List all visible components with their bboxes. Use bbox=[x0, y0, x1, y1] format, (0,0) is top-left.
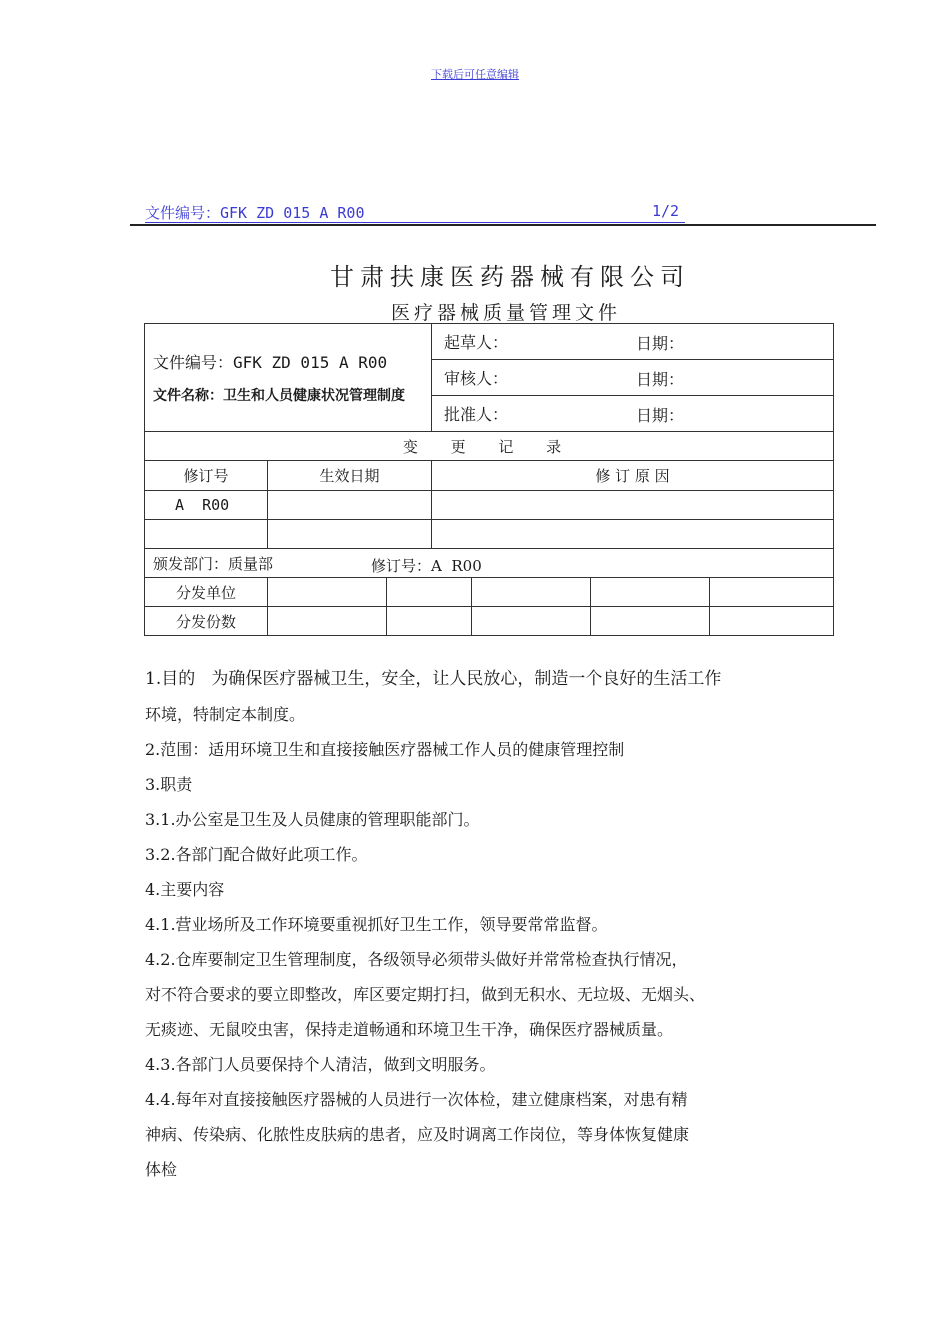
distribution-unit-cell-4 bbox=[591, 578, 710, 607]
revision-row-1-date bbox=[268, 491, 432, 520]
reviewer-label: 审核人： bbox=[444, 369, 509, 388]
issue-revision: 修订号：A R00 bbox=[371, 557, 482, 575]
body-line: 4.1.营业场所及工作环境要重视抓好卫生工作，领导要常常监督。 bbox=[145, 915, 608, 934]
header-page-number: 1/2 bbox=[652, 202, 680, 220]
distribution-unit-label: 分发单位 bbox=[145, 578, 268, 607]
body-line: 环境，特制定本制度。 bbox=[145, 705, 306, 724]
body-line: 4.主要内容 bbox=[145, 880, 225, 899]
change-record-title: 变 更 记 录 bbox=[145, 432, 834, 461]
distribution-unit-cell-5 bbox=[710, 578, 834, 607]
revision-row-2-number bbox=[145, 520, 268, 549]
body-line: 2.范围：适用环境卫生和直接接触医疗器械工作人员的健康管理控制 bbox=[145, 740, 625, 759]
header-rule bbox=[130, 224, 876, 226]
distribution-copies-cell-4 bbox=[591, 607, 710, 636]
body-line: 对不符合要求的要立即整改，库区要定期打扫，做到无积水、无垃圾、无烟头、 bbox=[145, 985, 706, 1004]
file-number: 文件编号：GFK ZD 015 A R00 bbox=[153, 353, 388, 372]
body-line: 体检 bbox=[145, 1160, 178, 1179]
body-line: 1.目的 为确保医疗器械卫生，安全，让人民放心，制造一个良好的生活工作 bbox=[145, 669, 722, 689]
distribution-unit-cell-3 bbox=[472, 578, 591, 607]
reviewer-date-label: 日期： bbox=[636, 370, 685, 389]
revision-row-2-reason bbox=[432, 520, 834, 549]
body-line: 4.4.每年对直接接触医疗器械的人员进行一次体检，建立健康档案，对患有精 bbox=[145, 1090, 688, 1109]
body-line: 4.2.仓库要制定卫生管理制度，各级领导必须带头做好并常常检查执行情况， bbox=[145, 950, 688, 969]
document-body bbox=[145, 662, 825, 1187]
header-underline bbox=[145, 222, 685, 223]
body-line: 3.职责 bbox=[145, 775, 193, 794]
download-note-link[interactable]: 下载后可任意编辑 bbox=[431, 68, 519, 81]
approver-row bbox=[432, 396, 834, 432]
reviewer-row bbox=[432, 360, 834, 396]
body-line: 4.3.各部门人员要保持个人清洁，做到文明服务。 bbox=[145, 1055, 496, 1074]
header-file-number: 文件编号：GFK ZD 015 A R00 bbox=[145, 204, 365, 222]
body-line: 无痰迹、无鼠咬虫害，保持走道畅通和环境卫生干净，确保医疗器械质量。 bbox=[145, 1020, 674, 1039]
company-name: 甘肃扶康医药器械有限公司 bbox=[330, 263, 690, 291]
body-line: 3.1.办公室是卫生及人员健康的管理职能部门。 bbox=[145, 810, 480, 829]
drafter-label: 起草人： bbox=[444, 333, 509, 352]
document-subtitle: 医疗器械质量管理文件 bbox=[390, 302, 621, 324]
distribution-copies-cell-3 bbox=[472, 607, 591, 636]
file-name: 文件名称：卫生和人员健康状况管理制度 bbox=[153, 388, 405, 404]
body-line: 神病、传染病、化脓性皮肤病的患者，应及时调离工作岗位，等身体恢复健康 bbox=[145, 1125, 690, 1144]
body-line: 3.2.各部门配合做好此项工作。 bbox=[145, 845, 368, 864]
issue-info-row bbox=[145, 549, 834, 578]
header-line bbox=[145, 202, 685, 223]
approver-label: 批准人： bbox=[444, 405, 509, 424]
col-effective-date: 生效日期 bbox=[268, 461, 432, 491]
drafter-row bbox=[432, 324, 834, 360]
revision-row-1-reason bbox=[432, 491, 834, 520]
distribution-copies-cell-1 bbox=[268, 607, 387, 636]
distribution-unit-cell-2 bbox=[387, 578, 472, 607]
distribution-copies-cell-5 bbox=[710, 607, 834, 636]
revision-row-2-date bbox=[268, 520, 432, 549]
file-info-cell bbox=[145, 324, 432, 432]
col-revision-number: 修订号 bbox=[145, 461, 268, 491]
col-revision-reason: 修 订 原 因 bbox=[432, 461, 834, 491]
distribution-unit-cell-1 bbox=[268, 578, 387, 607]
distribution-copies-label: 分发份数 bbox=[145, 607, 268, 636]
document-control-table bbox=[144, 323, 834, 636]
approver-date-label: 日期： bbox=[636, 406, 685, 425]
issue-department: 颁发部门：质量部 bbox=[153, 554, 274, 573]
drafter-date-label: 日期： bbox=[636, 334, 685, 353]
revision-row-1-number: A R00 bbox=[145, 491, 268, 520]
distribution-copies-cell-2 bbox=[387, 607, 472, 636]
